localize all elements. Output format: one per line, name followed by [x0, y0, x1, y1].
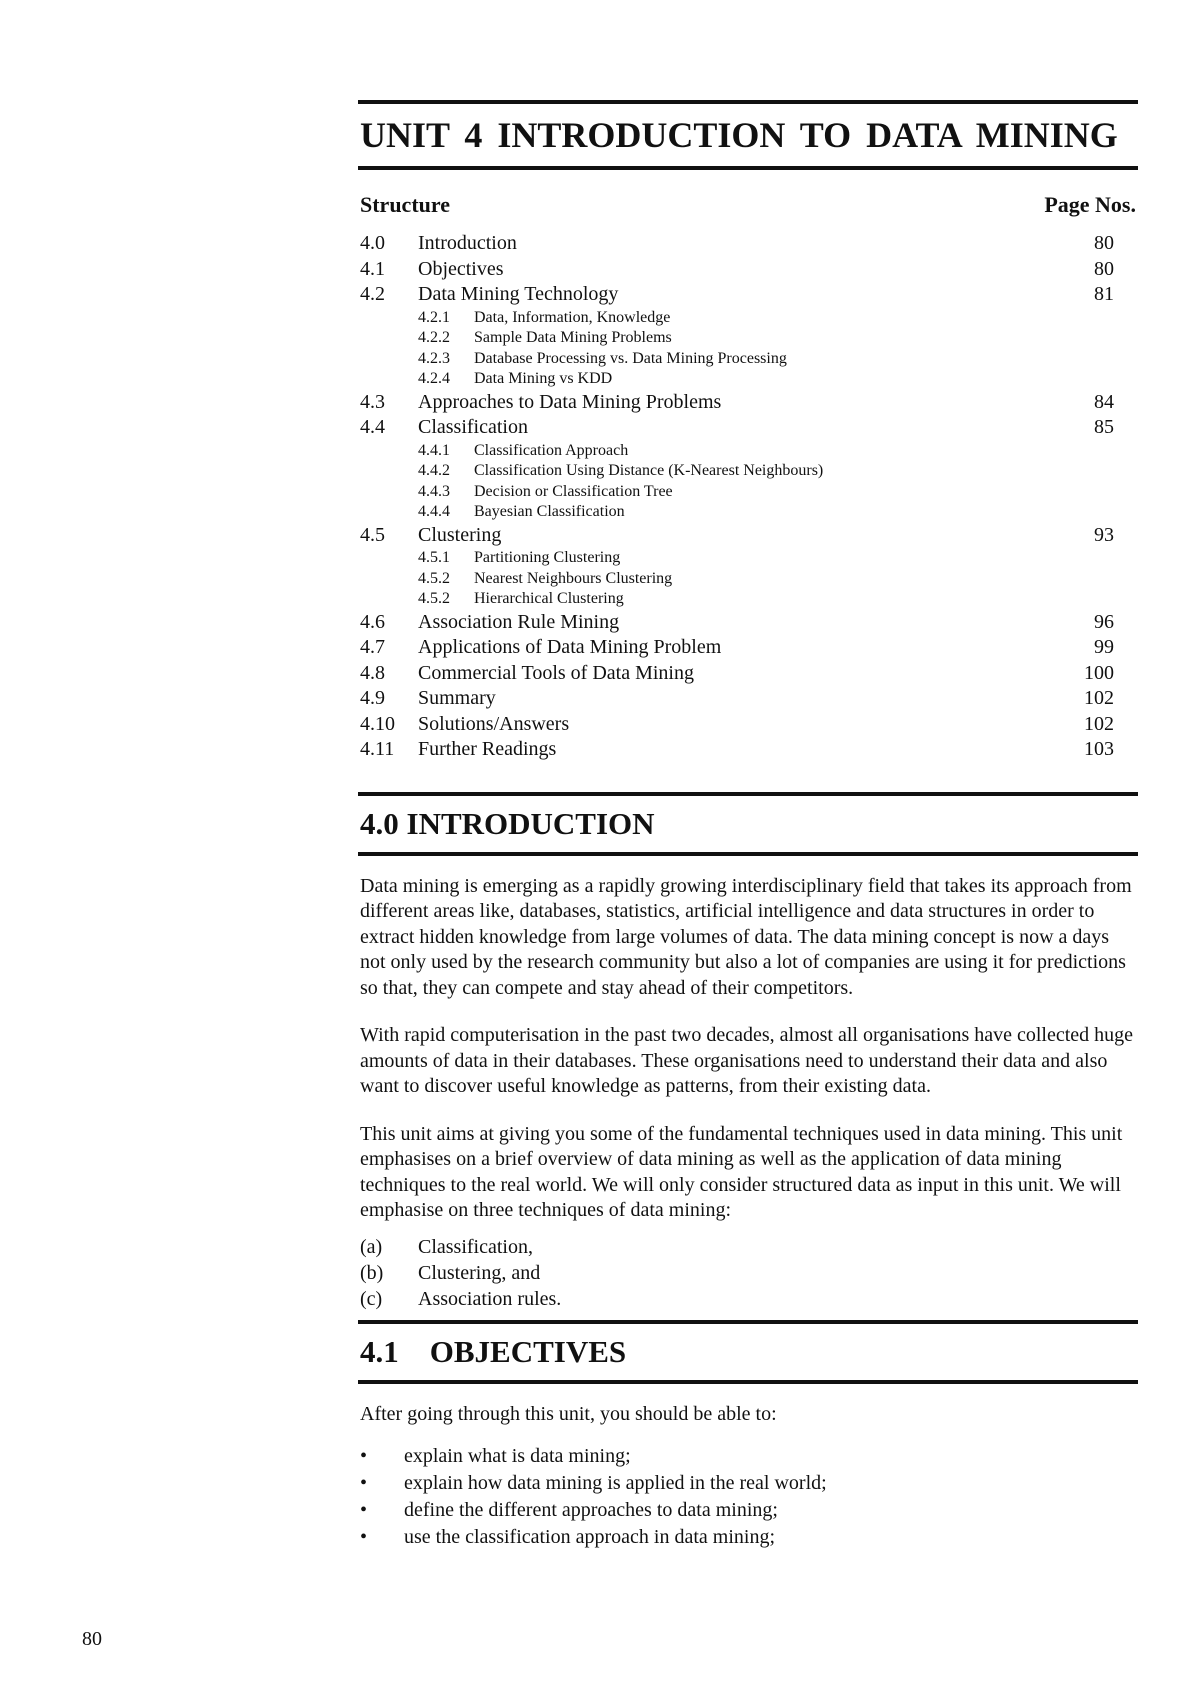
- toc-subentry: [358, 590, 1138, 611]
- bullet-icon: •: [360, 1499, 368, 1521]
- toc-entry-title: Commercial Tools of Data Mining: [418, 661, 694, 684]
- list-item: • explain what is data mining;: [358, 1443, 1138, 1470]
- toc-subentry-title: Partitioning Clustering: [474, 549, 621, 566]
- toc-subentry-title: Decision or Classification Tree: [474, 482, 673, 500]
- list-item: (c) Association rules.: [360, 1287, 562, 1310]
- toc-subentry-number: 4.5.2: [418, 590, 450, 607]
- toc-subentry: [358, 483, 1138, 504]
- toc-entry-number: 4.2: [360, 283, 385, 305]
- objectives-bullets: [358, 1443, 1138, 1551]
- toc-subentry-number: 4.4.1: [418, 441, 450, 459]
- intro-paragraph-2: With rapid computerisation in the past two decades, almost all organisations have collected huge amounts of data in their databases. These organisations need to understand their data and also want to discover useful knowledge as patterns, from their existing data.: [360, 1024, 1134, 1097]
- toc-entry-page: 103: [1084, 738, 1114, 760]
- title-rule: [358, 166, 1138, 170]
- toc-entry-page: 85: [1094, 416, 1114, 438]
- toc-subentry-number: 4.2.2: [418, 329, 450, 346]
- unit-title: UNIT 4 INTRODUCTION TO DATA MINING: [360, 115, 1118, 155]
- toc-entry: [358, 713, 1138, 739]
- toc-entry: [358, 662, 1138, 688]
- toc-subentry-number: 4.2.1: [418, 308, 450, 326]
- toc-subentry: [358, 503, 1138, 524]
- toc-entry-number: 4.0: [360, 232, 385, 254]
- toc-subentry-title: Sample Data Mining Problems: [474, 329, 672, 346]
- toc-entry: [358, 258, 1138, 284]
- toc-entry-title: Objectives: [418, 257, 504, 280]
- toc-entry: [358, 687, 1138, 713]
- toc-subentry-title: Data Mining vs KDD: [474, 370, 613, 387]
- list-item: (b) Clustering, and: [360, 1261, 541, 1284]
- toc-entry: [358, 232, 1138, 258]
- toc-entry-number: 4.9: [360, 687, 385, 709]
- objectives-bottom-rule: [358, 1380, 1138, 1384]
- structure-header: [360, 192, 1136, 218]
- toc-entry: [358, 738, 1138, 764]
- toc-entry-title: Classification: [418, 416, 528, 438]
- toc-entry: [358, 416, 1138, 442]
- toc-entry-page: 100: [1084, 661, 1114, 684]
- toc-entry: [358, 636, 1138, 662]
- list-item: • explain how data mining is applied in the real world;: [358, 1470, 1138, 1497]
- toc-subentry-number: 4.2.4: [418, 370, 450, 387]
- toc-entry-page: 102: [1084, 712, 1114, 735]
- toc-entry-number: 4.10: [360, 712, 395, 735]
- toc-entry-page: 93: [1094, 523, 1114, 546]
- toc-entry-page: 80: [1094, 232, 1114, 254]
- toc-entry-page: 84: [1094, 390, 1114, 413]
- toc-entry-number: 4.6: [360, 610, 385, 633]
- toc-subentry-number: 4.4.3: [418, 482, 450, 500]
- toc-subentry: [358, 350, 1138, 371]
- toc-subentry-title: Nearest Neighbours Clustering: [474, 569, 673, 587]
- toc-subentry-title: Data, Information, Knowledge: [474, 308, 671, 326]
- toc-entry-title: Approaches to Data Mining Problems: [418, 390, 722, 413]
- toc-subentry-title: Classification Using Distance (K-Nearest Neighbours): [474, 462, 824, 479]
- intro-heading: 4.0 INTRODUCTION: [360, 805, 655, 841]
- objectives-top-rule: [358, 1320, 1138, 1324]
- toc-entry-number: 4.4: [360, 416, 385, 438]
- toc-subentry-number: 4.4.2: [418, 462, 450, 479]
- toc-subentry-title: Hierarchical Clustering: [474, 590, 624, 607]
- intro-bottom-rule: [358, 852, 1138, 856]
- toc-subentry-number: 4.5.2: [418, 569, 450, 587]
- toc-subentry: [358, 442, 1138, 463]
- page-number: 80: [82, 1628, 102, 1650]
- toc-entry: [358, 524, 1138, 550]
- list-item: (a) Classification,: [360, 1235, 533, 1258]
- bullet-icon: •: [360, 1445, 368, 1467]
- toc-entry-title: Solutions/Answers: [418, 712, 570, 735]
- toc-entry-page: 96: [1094, 610, 1114, 633]
- bullet-icon: •: [360, 1526, 368, 1548]
- toc-subentry-number: 4.5.1: [418, 549, 450, 566]
- list-item: • define the different approaches to data mining;: [358, 1497, 1138, 1524]
- intro-paragraph-1: Data mining is emerging as a rapidly growing interdisciplinary field that takes its approach from different areas like, databases, statistics, artificial intelligence and data structures in order to extract hidden knowledge from large volumes of data. The data mining concept is now a days not only used by the research community but also a lot of companies are using it for predictions so that, they can compete and stay ahead of their competitors.: [360, 874, 1132, 999]
- toc-subentry-title: Bayesian Classification: [474, 503, 625, 520]
- page-nos-label: Page Nos.: [1044, 192, 1136, 217]
- toc-entry: [358, 611, 1138, 637]
- table-of-contents: [358, 232, 1138, 764]
- toc-entry-number: 4.1: [360, 257, 385, 280]
- toc-entry-title: Further Readings: [418, 738, 557, 760]
- toc-subentry: [358, 370, 1138, 391]
- toc-subentry: [358, 309, 1138, 330]
- toc-entry: [358, 283, 1138, 309]
- bullet-icon: •: [360, 1472, 368, 1494]
- toc-entry-number: 4.7: [360, 636, 385, 658]
- toc-subentry-number: 4.4.4: [418, 503, 450, 520]
- structure-label: Structure: [360, 192, 451, 217]
- toc-subentry-title: Classification Approach: [474, 441, 629, 459]
- toc-entry-title: Clustering: [418, 523, 502, 546]
- toc-entry: [358, 391, 1138, 417]
- techniques-list: [358, 1234, 1138, 1312]
- toc-entry-number: 4.3: [360, 390, 385, 413]
- objectives-heading: 4.1 OBJECTIVES: [360, 1333, 627, 1369]
- toc-entry-title: Association Rule Mining: [418, 610, 620, 633]
- toc-entry-number: 4.8: [360, 661, 385, 684]
- toc-entry-title: Summary: [418, 687, 496, 709]
- objectives-lead: After going through this unit, you should be able to:: [360, 1402, 777, 1425]
- toc-entry-title: Data Mining Technology: [418, 283, 619, 305]
- toc-subentry: [358, 549, 1138, 570]
- toc-subentry-title: Database Processing vs. Data Mining Processing: [474, 349, 787, 367]
- toc-entry-title: Introduction: [418, 232, 517, 254]
- list-item: • use the classification approach in data mining;: [358, 1524, 1138, 1551]
- toc-entry-number: 4.11: [360, 738, 395, 760]
- toc-subentry: [358, 570, 1138, 591]
- toc-entry-title: Applications of Data Mining Problem: [418, 636, 722, 658]
- toc-subentry: [358, 462, 1138, 483]
- toc-entry-number: 4.5: [360, 523, 385, 546]
- toc-entry-page: 81: [1094, 283, 1114, 305]
- toc-subentry-number: 4.2.3: [418, 349, 450, 367]
- intro-top-rule: [358, 792, 1138, 796]
- toc-entry-page: 99: [1094, 636, 1114, 658]
- toc-subentry: [358, 329, 1138, 350]
- page-content: [358, 100, 1138, 1551]
- toc-entry-page: 102: [1084, 687, 1114, 709]
- intro-paragraph-3: This unit aims at giving you some of the fundamental techniques used in data mining. This unit emphasises on a brief overview of data mining as well as the application of data mining techniques to the real world. We will only consider structured data as input in this unit. We will emphasise on three techniques of data mining:: [360, 1122, 1123, 1221]
- top-rule: [358, 100, 1138, 104]
- toc-entry-page: 80: [1094, 257, 1114, 280]
